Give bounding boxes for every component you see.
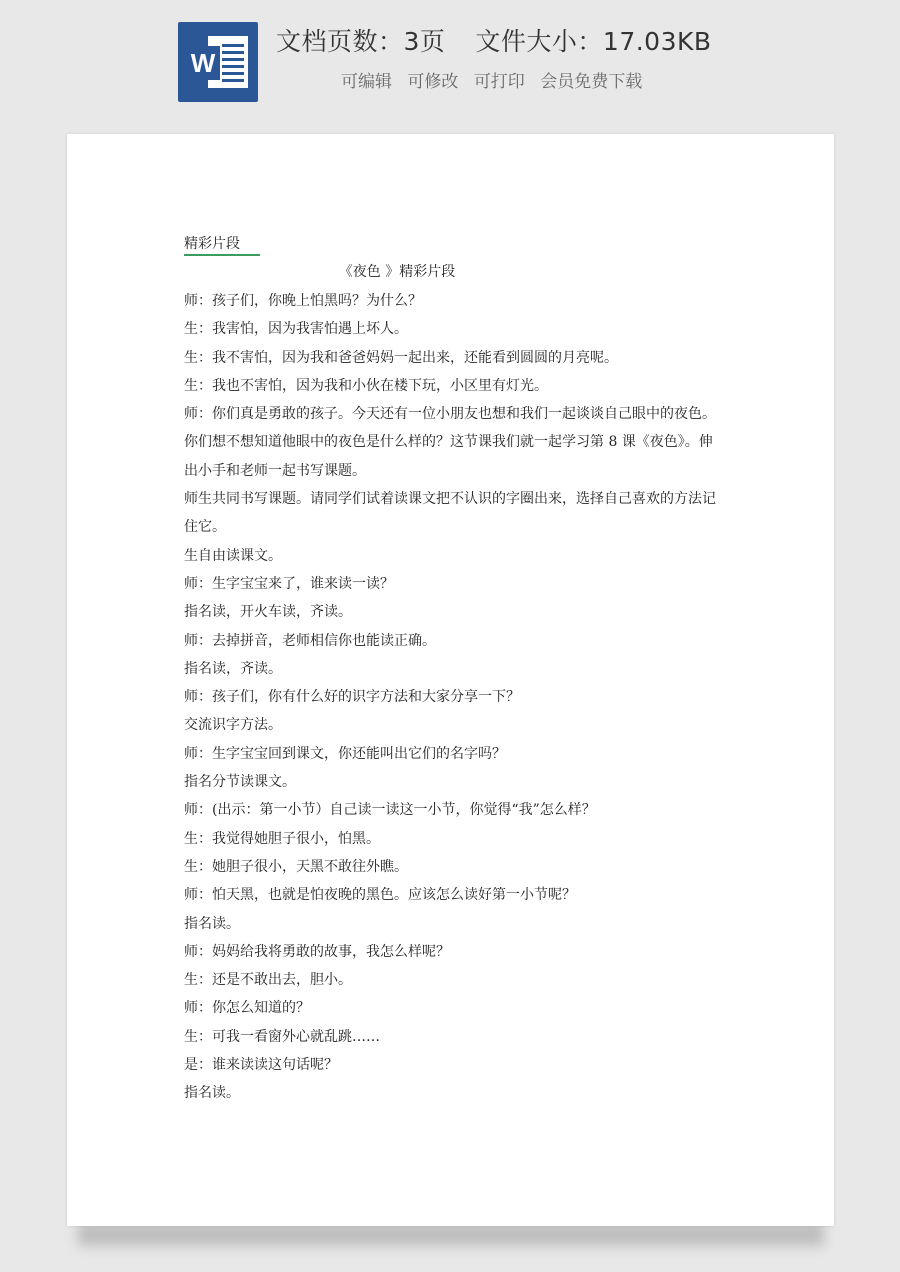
paragraph: 生：可我一看窗外心就乱跳…… — [184, 1028, 380, 1045]
document-heading: 《夜色 》精彩片段 — [338, 264, 456, 280]
paragraph: 指名分节读课文。 — [184, 774, 296, 791]
paragraph: 师：你们真是勇敢的孩子。今天还有一位小朋友也想和我们一起谈谈自己眼中的夜色。你们想不想知道他眼中的夜色是什么样的？这节课我们就一起学习第 8 课《夜色》。伸出小手和老师一起书写课题。 — [184, 406, 716, 479]
page-count: 文档页数：3页 — [276, 27, 446, 56]
paragraph: 是：谁来读读这句话呢？ — [184, 1057, 338, 1074]
paragraph: 生：我也不害怕，因为我和小伙在楼下玩，小区里有灯光。 — [184, 377, 548, 394]
paragraph: 师：你怎么知道的？ — [184, 1000, 310, 1017]
paragraph: 指名读。 — [184, 915, 240, 932]
tag-printable: 可打印 — [473, 72, 525, 92]
document-page — [67, 134, 834, 1226]
paragraph: 指名读，齐读。 — [184, 660, 282, 677]
document-body — [184, 287, 724, 1108]
section-label: 精彩片段 — [184, 234, 260, 256]
paragraph: 生：她胆子很小，天黑不敢往外瞧。 — [184, 858, 408, 875]
paragraph: 师：孩子们，你有什么好的识字方法和大家分享一下？ — [184, 689, 520, 706]
paragraph: 生：我害怕，因为我害怕遇上坏人。 — [184, 321, 408, 338]
file-size: 文件大小：17.03KB — [475, 27, 712, 56]
paragraph: 师：怕天黑，也就是怕夜晚的黑色。应该怎么读好第一小节呢？ — [184, 887, 576, 904]
tag-modifiable: 可修改 — [407, 72, 459, 92]
paragraph: 指名读。 — [184, 1085, 240, 1102]
word-letter: W — [186, 46, 220, 80]
tag-member-download: 会员免费下载 — [540, 72, 643, 92]
paragraph: 师：生字宝宝回到课文，你还能叫出它们的名字吗？ — [184, 745, 506, 762]
word-doc-icon — [178, 22, 258, 102]
paragraph: 师：生字宝宝来了，谁来读一读？ — [184, 575, 394, 592]
paragraph: 师：孩子们，你晚上怕黑吗？为什么？ — [184, 293, 422, 309]
paragraph: 生：我觉得她胆子很小，怕黑。 — [184, 830, 380, 847]
paragraph: 生：我不害怕，因为我和爸爸妈妈一起出来，还能看到圆圆的月亮呢。 — [184, 349, 618, 366]
paragraph: 生：还是不敢出去，胆小。 — [184, 972, 352, 989]
header-banner — [0, 0, 900, 120]
file-info-title — [276, 22, 712, 58]
paragraph: 师：妈妈给我将勇敢的故事，我怎么样呢？ — [184, 943, 450, 960]
paragraph: 师生共同书写课题。请同学们试着读课文把不认识的字圈出来，选择自己喜欢的方法记住它。 — [184, 491, 716, 536]
paragraph: 师：去掉拼音，老师相信你也能读正确。 — [184, 632, 436, 649]
paragraph: 交流识字方法。 — [184, 717, 282, 734]
paragraph: 生自由读课文。 — [184, 547, 282, 564]
tag-editable: 可编辑 — [341, 72, 392, 92]
feature-tags — [341, 67, 652, 92]
paragraph: 指名读，开火车读，齐读。 — [184, 604, 352, 621]
paragraph: 师：(出示：第一小节）自己读一读这一小节，你觉得“我”怎么样？ — [184, 802, 596, 819]
